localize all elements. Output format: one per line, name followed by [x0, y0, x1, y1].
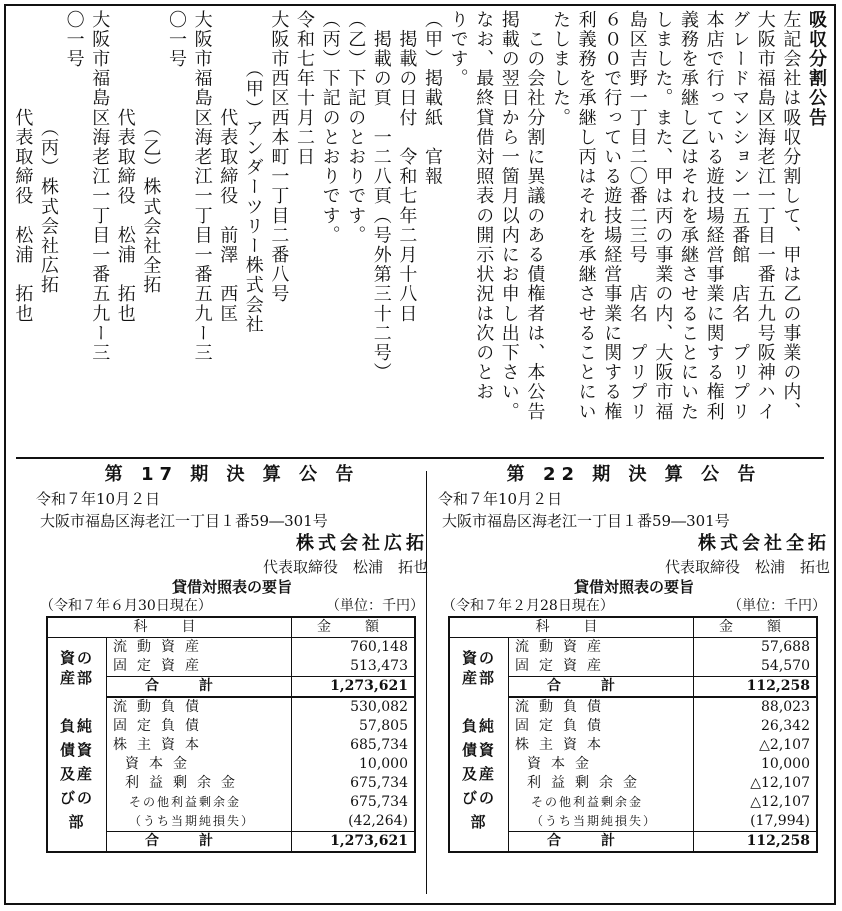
row-label: 固定負債	[107, 717, 292, 736]
notice-line: なお、最終貸借対照表の開示状況は次のとお	[473, 10, 495, 402]
row-label: その他利益剰余金	[509, 793, 694, 812]
total-value: 1,273,621	[292, 832, 416, 853]
row-value: 54,570	[761, 658, 810, 674]
representative: 代表取締役 松浦 拓也	[664, 558, 830, 576]
row-label: （うち当期純損失）	[509, 812, 694, 832]
row-label: 流動資産	[107, 638, 292, 658]
table-row	[449, 638, 817, 658]
header-item: 科 目	[47, 617, 292, 638]
notice-line: 利義務を承継し丙はそれを承継させることにい	[575, 10, 597, 422]
total-label: 合計	[509, 677, 694, 698]
horizontal-divider	[16, 457, 824, 459]
notice-line: （乙）下記のとおりです。	[345, 10, 367, 246]
statement-title: 第 17 期 決 算 公 告	[104, 464, 360, 485]
notice-line: この会社分割に異議のある債権者は、本公告	[524, 10, 546, 422]
total-value: 1,273,621	[292, 677, 416, 698]
notice-line: 〇一号	[166, 10, 187, 69]
total-value: 112,258	[694, 677, 818, 698]
row-label: 流動負債	[107, 697, 292, 717]
notice-line: （乙）株式会社全拓	[140, 10, 162, 295]
row-value: 675,734	[350, 775, 408, 791]
row-value: 685,734	[350, 737, 408, 753]
balance-sheet-subheader	[36, 596, 428, 616]
row-label: 資本金	[509, 755, 694, 774]
row-label: 利益剰余金	[107, 774, 292, 793]
row-value: 760,148	[350, 639, 408, 655]
company-name: 株式会社広拓	[296, 533, 428, 554]
header-amount: 金 額	[694, 617, 818, 638]
header-item: 科 目	[449, 617, 694, 638]
balance-sheet-table	[448, 616, 818, 853]
row-label: 固定負債	[509, 717, 694, 736]
row-label: 流動資産	[509, 638, 694, 658]
notice-line: 令和七年十月二日	[294, 10, 315, 167]
notice-line: 大阪市福島区海老江一丁目一番五九ー三	[191, 10, 213, 363]
row-value: 57,805	[359, 718, 408, 734]
balance-sheet-subheader	[438, 596, 830, 616]
notice-line: （丙）株式会社広拓	[38, 10, 59, 295]
notice-line: たしました。	[550, 10, 571, 128]
row-value: (42,264)	[348, 813, 408, 829]
notice-line: 代表取締役 松浦 拓也	[12, 10, 34, 324]
notice-line: 〇一号	[63, 10, 85, 69]
row-value: 10,000	[761, 756, 810, 772]
statement-date: 令和７年10月２日	[36, 490, 161, 508]
notice-line: りです。	[447, 10, 469, 89]
notice-line: 大阪市福島区海老江一丁目一番五九号阪神ハイ	[754, 10, 776, 422]
as-of-date: （令和７年６月30日現在）	[40, 598, 212, 614]
notice-line: 掲載の翌日から一箇月以内にお申し出下さい。	[498, 10, 520, 422]
notice-line: ６００で行っている遊技場経営事業に関する権	[601, 10, 623, 422]
row-label: 固定資産	[107, 657, 292, 677]
notice-frame	[4, 4, 836, 905]
row-label: 資本金	[107, 755, 292, 774]
unit-label: （単位：千円）	[728, 598, 826, 614]
row-value: △12,107	[750, 775, 810, 791]
unit-label: （単位：千円）	[326, 598, 424, 614]
company-address: 大阪市福島区海老江一丁目１番59―301号	[442, 512, 730, 530]
notice-line: 掲載の頁 一二八頁（号外第三十二号）	[370, 10, 392, 383]
notice-line: （丙）下記のとおりです。	[319, 10, 341, 246]
row-value: 57,688	[761, 639, 810, 655]
row-label: 利益剰余金	[509, 774, 694, 793]
row-value: 10,000	[359, 756, 408, 772]
notice-line: 左記会社は吸収分割して、甲は乙の事業の内、	[780, 10, 802, 422]
merger-notice	[12, 10, 828, 450]
notice-line: 掲載の日付 令和七年二月十八日	[396, 10, 418, 324]
total-label: 合計	[107, 832, 292, 853]
statement-title: 第 22 期 決 算 公 告	[506, 464, 762, 485]
notice-line: （甲）アンダーツリー株式会社	[242, 10, 264, 335]
assets-category: 資の産部	[47, 638, 107, 698]
total-value: 112,258	[694, 832, 818, 853]
company-address: 大阪市福島区海老江一丁目１番59―301号	[40, 512, 328, 530]
notice-line: グレードマンション一五番館 店名 プリプリ	[729, 10, 751, 422]
financial-statement-right	[438, 462, 830, 853]
assets-category: 資の産部	[449, 638, 509, 698]
table-row	[47, 638, 415, 658]
notice-title: 吸収分割公告	[806, 10, 827, 128]
representative: 代表取締役 松浦 拓也	[262, 558, 428, 576]
balance-sheet-title: 貸借対照表の要旨	[573, 578, 694, 596]
row-value: 513,473	[350, 658, 408, 674]
liabilities-category: 負純債資及産びの部	[47, 697, 107, 852]
notice-line: しました。また、甲は丙の事業の内、大阪市福	[652, 10, 674, 422]
notice-line: 大阪市西区西本町一丁目二番八号	[268, 10, 290, 304]
row-value: 88,023	[761, 699, 810, 715]
row-value: △12,107	[750, 794, 810, 810]
notice-line: 本店で行っている遊技場経営事業に関する権利	[703, 10, 725, 422]
row-value: △2,107	[759, 737, 810, 753]
row-label: 株主資本	[107, 736, 292, 755]
row-value: 26,342	[761, 718, 810, 734]
notice-line: 大阪市福島区海老江一丁目一番五九ー三	[89, 10, 111, 363]
notice-line: 義務を承継し乙はそれを承継させることにいた	[678, 10, 699, 422]
table-header-row	[47, 617, 415, 638]
row-value: (17,994)	[750, 813, 810, 829]
notice-line: 島区吉野一丁目二〇番二三号 店名 プリプリ	[626, 10, 648, 422]
table-row	[449, 697, 817, 717]
as-of-date: （令和７年２月28日現在）	[442, 598, 614, 614]
row-label: 流動負債	[509, 697, 694, 717]
total-label: 合計	[107, 677, 292, 698]
liabilities-category: 負純債資及産びの部	[449, 697, 509, 852]
row-label: 株主資本	[509, 736, 694, 755]
financial-statement-left	[36, 462, 428, 853]
notice-line: 代表取締役 前澤 西匡	[217, 10, 239, 324]
row-label: その他利益剰余金	[107, 793, 292, 812]
row-value: 530,082	[350, 699, 408, 715]
row-label: 固定資産	[509, 657, 694, 677]
notice-line: （甲）掲載紙 官報	[422, 10, 443, 187]
header-amount: 金 額	[292, 617, 416, 638]
table-header-row	[449, 617, 817, 638]
company-name: 株式会社全拓	[698, 533, 830, 554]
total-label: 合計	[509, 832, 694, 853]
table-row	[47, 697, 415, 717]
balance-sheet-title: 貸借対照表の要旨	[171, 578, 292, 596]
balance-sheet-table	[46, 616, 416, 853]
notice-line: 代表取締役 松浦 拓也	[114, 10, 136, 324]
row-label: （うち当期純損失）	[107, 812, 292, 832]
row-value: 675,734	[350, 794, 408, 810]
statement-date: 令和７年10月２日	[438, 490, 563, 508]
